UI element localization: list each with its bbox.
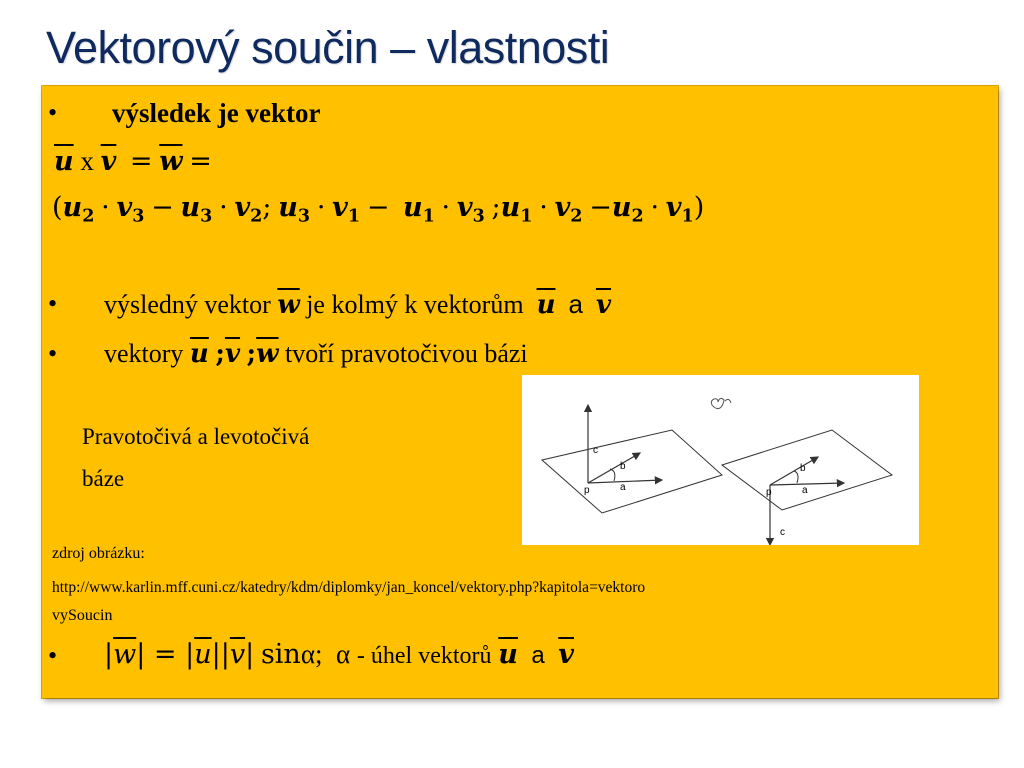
text: α <box>335 639 351 669</box>
text: vektory <box>104 339 184 368</box>
hand-icon <box>711 398 731 408</box>
text: - úhel vektorů <box>356 643 492 669</box>
text: výsledný vektor <box>104 290 271 319</box>
label-a: a <box>802 485 808 496</box>
text: a <box>568 289 583 319</box>
label-a: a <box>620 482 626 493</box>
label-b: b <box>800 463 806 474</box>
source-url[interactable]: http://www.karlin.mff.cuni.cz/katedry/kdm/diplomky/jan_koncel/vektory.php?kapitola=vektoro <box>52 579 646 596</box>
bullet-dot: • <box>48 289 58 318</box>
content-panel <box>42 86 998 698</box>
bullet-result-is-vector: výsledek je vektor <box>112 98 321 128</box>
bullet-dot: • <box>48 98 58 127</box>
left-plane <box>542 430 722 513</box>
page-title: Vektorový součin – vlastnosti <box>46 22 610 73</box>
bullet-dot: • <box>48 339 58 368</box>
bullet-right-handed-basis: vektory $\overline{u}$ $;\overline{v}$ $;\overline{w}$ tvoří pravotočivou bázi <box>104 339 528 369</box>
bullet-perpendicular: výsledný vektor $\overline{w}$ je kolmý k vektorům $\overline{u}$ a $\overline{v}$ <box>104 289 612 320</box>
text: tvoří pravotočivou bázi <box>285 339 528 368</box>
basis-diagram <box>522 375 919 545</box>
label-b: b <box>620 461 626 472</box>
figure-caption-line1: Pravotočivá a levotočivá <box>82 424 310 449</box>
text: je kolmý k vektorům <box>306 290 524 319</box>
right-plane <box>722 430 892 510</box>
figure-caption-line2: báze <box>82 466 125 491</box>
text: α; <box>300 639 323 669</box>
label-p: p <box>584 485 590 496</box>
bullet-dot: • <box>48 641 58 670</box>
source-label: zdroj obrázku: <box>52 545 145 562</box>
right-angle-arc <box>794 471 798 483</box>
left-b-vector <box>588 453 640 483</box>
label-c: c <box>593 445 598 456</box>
formula-components: ($u_2 \cdot v_3 - u_3 \cdot v_2$; $u_3 \cdot v_1 - u_1 \cdot v_3$ $;u_1 \cdot v_2 -u_2 \cdot v_1$) <box>52 192 705 227</box>
label-c: c <box>780 527 785 538</box>
bullet-magnitude: $|\overline{w}| = |\overline{u}||\overline{v}|$ sinα; α - úhel vektorů $\overline{u}$ a $\overline{v}$ <box>104 639 574 670</box>
source-url-continued[interactable]: vySoucin <box>52 607 113 624</box>
text: a <box>531 642 545 669</box>
left-angle-arc <box>610 469 615 481</box>
label-p: p <box>766 487 772 498</box>
basis-figure <box>522 375 919 545</box>
formula-definition: $\overline{u}$ x $\overline{v} = \overline{w}$ = <box>54 146 212 177</box>
